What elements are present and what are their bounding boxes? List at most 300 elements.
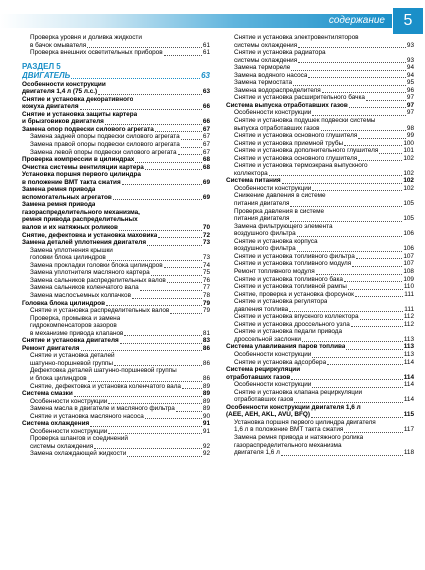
toc-entry-page: 109 xyxy=(403,275,414,283)
toc-entry xyxy=(226,404,414,412)
toc-dot-leader xyxy=(352,261,402,267)
toc-dot-leader xyxy=(311,412,403,418)
toc-dot-leader xyxy=(114,360,202,366)
toc-entry xyxy=(226,125,414,133)
toc-entry-title: валов и их натяжных роликов xyxy=(22,224,118,232)
toc-entry xyxy=(22,71,210,80)
toc-entry-title: Замена фильтрующего элемента xyxy=(234,222,333,230)
toc-entry xyxy=(226,381,414,389)
toc-dot-leader xyxy=(164,262,202,268)
toc-entry-title: Замена левой опоры подвески силового агрегата xyxy=(30,148,177,156)
toc-entry xyxy=(22,118,210,126)
toc-entry-title: системы охлаждения xyxy=(234,56,298,64)
toc-entry-title: Снятие и установка регулятора xyxy=(234,298,328,306)
toc-entry xyxy=(226,321,414,329)
toc-entry-title: выпуска отработавших газов xyxy=(234,124,320,132)
toc-entry-title: Снятие и установка масляного насоса xyxy=(30,412,144,420)
toc-entry-title: Снятие и установка термоэкрана выпускного xyxy=(234,162,368,170)
toc-dot-leader xyxy=(366,95,406,101)
toc-entry-page: 98 xyxy=(406,124,414,132)
toc-entry-title: Очистка системы вентиляции картера xyxy=(22,163,144,171)
toc-dot-leader xyxy=(135,157,202,163)
toc-entry xyxy=(226,389,414,397)
toc-entry xyxy=(22,81,210,89)
toc-dot-leader xyxy=(132,293,202,299)
toc-dot-leader xyxy=(356,253,402,259)
toc-entry-title: Снятие и установка основного глушителя xyxy=(234,132,358,140)
toc-entry-title: Особенности конструкции xyxy=(234,109,312,117)
toc-entry xyxy=(226,185,414,193)
toc-entry-title: Снятие и установка деталей xyxy=(30,352,115,360)
toc-entry-page: 86 xyxy=(202,344,210,352)
toc-entry-title: Проверка давления в системе xyxy=(234,207,325,215)
toc-entry xyxy=(22,126,210,134)
toc-dot-leader xyxy=(291,65,406,71)
toc-entry xyxy=(22,42,210,50)
toc-entry xyxy=(226,359,414,367)
toc-entry-title: давления топлива xyxy=(234,305,289,313)
toc-entry-title: в положение ВМТ такта сжатия xyxy=(22,178,121,186)
toc-dot-leader xyxy=(379,148,402,154)
toc-entry-page: 81 xyxy=(202,329,210,337)
toc-entry xyxy=(226,260,414,268)
toc-entry-page: 96 xyxy=(406,86,414,94)
toc-entry-title: Особенности конструкции xyxy=(234,381,312,389)
toc-entry xyxy=(22,133,210,141)
toc-entry xyxy=(226,328,414,336)
toc-entry xyxy=(226,449,414,457)
toc-entry-page: 92 xyxy=(202,442,210,450)
toc-entry-title: Головка блока цилиндров xyxy=(22,299,106,307)
toc-entry-page: 113 xyxy=(403,335,414,343)
toc-entry-title: Система улавливания паров топлива xyxy=(226,343,346,351)
toc-dot-leader xyxy=(181,134,202,140)
toc-entry-page: 86 xyxy=(202,374,210,382)
toc-entry-page: 91 xyxy=(202,420,210,428)
toc-entry-title: РАЗДЕЛ 5 xyxy=(22,61,61,71)
toc-entry xyxy=(226,79,414,87)
toc-entry xyxy=(22,443,210,451)
toc-entry-title: Снятие и установка распределительных валов xyxy=(30,307,170,315)
toc-entry-page: 90 xyxy=(202,412,210,420)
toc-entry xyxy=(226,313,414,321)
toc-entry-page: 67 xyxy=(202,148,210,156)
toc-entry-title: Замена правой опоры подвески силового агрегата xyxy=(30,141,180,149)
toc-dot-leader xyxy=(302,336,403,342)
toc-dot-leader xyxy=(74,391,202,397)
toc-dot-leader xyxy=(297,231,403,237)
toc-dot-leader xyxy=(124,330,201,336)
toc-entry-page: 66 xyxy=(202,118,210,126)
toc-dot-leader xyxy=(127,451,202,457)
toc-dot-leader xyxy=(151,270,202,276)
toc-entry xyxy=(22,413,210,421)
toc-entry-page: 102 xyxy=(403,169,414,177)
toc-dot-leader xyxy=(360,314,403,320)
toc-entry-title: Система питания xyxy=(226,177,281,185)
toc-dot-leader xyxy=(164,50,202,56)
toc-entry-title: Особенности конструкции xyxy=(22,80,106,88)
toc-entry xyxy=(226,374,414,382)
toc-dot-leader xyxy=(298,57,406,63)
toc-entry-page: 93 xyxy=(406,41,414,49)
toc-entry xyxy=(22,194,210,202)
toc-entry-title: Особенности конструкции xyxy=(234,350,312,358)
toc-entry-page: 83 xyxy=(202,337,210,345)
toc-entry-page: 78 xyxy=(202,291,210,299)
toc-entry xyxy=(22,111,210,119)
toc-entry xyxy=(226,117,414,125)
toc-dot-leader xyxy=(119,225,202,231)
toc-entry xyxy=(226,109,414,117)
toc-entry-page: 67 xyxy=(202,125,210,133)
toc-entry-title: Снятие и установка электровентиляторов xyxy=(234,34,359,41)
toc-entry-page: 105 xyxy=(403,200,414,208)
toc-entry-page: 97 xyxy=(406,109,414,117)
toc-entry-title: Установка поршня первого цилиндра двигателя xyxy=(234,418,376,426)
toc-entry-title: Снятие и установка расширительного бачка xyxy=(234,94,365,102)
toc-entry-page: 117 xyxy=(403,426,414,434)
toc-entry xyxy=(226,351,414,359)
toc-entry-title: Замена термореле xyxy=(234,64,291,72)
toc-entry xyxy=(22,88,210,96)
toc-entry-title: Проверка уровня и доливка жидкости xyxy=(30,34,142,41)
toc-entry xyxy=(226,155,414,163)
toc-entry xyxy=(226,87,414,95)
toc-entry xyxy=(22,405,210,413)
toc-dot-leader xyxy=(290,216,402,222)
toc-entry-page: 114 xyxy=(403,381,414,389)
toc-entry-page: 102 xyxy=(403,177,414,185)
toc-dot-leader xyxy=(327,359,403,365)
toc-dot-leader xyxy=(178,149,202,155)
toc-dot-leader xyxy=(94,443,202,449)
toc-entry-title: Замена ремня привода xyxy=(22,201,96,209)
toc-dot-leader xyxy=(182,383,202,389)
toc-entry-title: Установка поршня первого цилиндра xyxy=(22,171,141,179)
toc-dot-leader xyxy=(80,104,202,110)
toc-dot-leader xyxy=(312,352,402,358)
toc-entry-title: питания двигателя xyxy=(234,215,290,223)
toc-entry-title: Замена водораспределителя xyxy=(234,86,321,94)
toc-entry xyxy=(22,307,210,315)
toc-entry-title: Особенности конструкции двигателя 1,6 л xyxy=(226,403,361,411)
toc-dot-leader xyxy=(147,240,202,246)
toc-entry-title: Особенности конструкции xyxy=(30,397,108,405)
toc-entry-page: 108 xyxy=(403,267,414,275)
toc-dot-leader xyxy=(176,406,202,412)
toc-entry-title: Проверка, промывка и замена xyxy=(30,314,121,322)
toc-entry xyxy=(22,156,210,164)
toc-entry-title: Снятие и установка топливного фильтра xyxy=(234,252,355,260)
toc-entry xyxy=(22,269,210,277)
toc-entry-page: 73 xyxy=(202,239,210,247)
toc-dot-leader xyxy=(298,42,406,48)
toc-entry-title: Замена охлаждающей жидкости xyxy=(30,450,127,458)
toc-entry xyxy=(22,322,210,330)
toc-entry xyxy=(22,300,210,308)
toc-entry-title: (AEE, AEH, AKL, AVU, BFQ) xyxy=(226,411,311,419)
toc-entry-page: 102 xyxy=(403,154,414,162)
toc-entry xyxy=(22,345,210,353)
toc-entry-page: 114 xyxy=(403,373,414,381)
toc-entry xyxy=(22,315,210,323)
toc-entry-title: Замена уплотнения крышки xyxy=(30,246,113,254)
toc-dot-leader xyxy=(71,73,200,79)
toc-entry xyxy=(226,140,414,148)
toc-entry-page: 89 xyxy=(202,405,210,413)
toc-entry-title: Система рециркуляции xyxy=(226,366,301,374)
toc-entry xyxy=(22,337,210,345)
toc-entry xyxy=(226,442,414,450)
toc-entry-page: 107 xyxy=(403,260,414,268)
toc-entry-title: Проверка внешних осветительных приборов xyxy=(30,49,163,57)
toc-entry xyxy=(22,179,210,187)
toc-entry-page: 75 xyxy=(202,269,210,277)
toc-entry xyxy=(22,216,210,224)
toc-entry-title: Снятие и установка дроссельного узла xyxy=(234,320,350,328)
toc-entry-page: 89 xyxy=(202,390,210,398)
toc-entry-page: 101 xyxy=(403,147,414,155)
toc-dot-leader xyxy=(297,246,403,252)
toc-dot-leader xyxy=(170,308,202,314)
toc-dot-leader xyxy=(98,89,202,95)
toc-entry-title: и блока цилиндров xyxy=(30,374,87,382)
toc-entry-title: Снятие и установка педали привода xyxy=(234,328,343,336)
toc-entry xyxy=(22,383,210,391)
toc-dot-leader xyxy=(87,42,202,48)
toc-entry-page: 112 xyxy=(403,313,414,321)
toc-dot-leader xyxy=(290,201,402,207)
toc-entry xyxy=(226,162,414,170)
toc-entry-title: Проверка шлангов и соединений xyxy=(30,435,128,443)
toc-entry-title: Снятие и установка клапана рециркуляции xyxy=(234,388,363,396)
toc-entry-page: 72 xyxy=(202,231,210,239)
toc-entry-title: двигателя 1,4 л (75 л.с.) xyxy=(22,88,98,96)
toc-entry-page: 114 xyxy=(403,396,414,404)
toc-entry-title: и брызговиков двигателя xyxy=(22,118,104,126)
toc-entry-title: вспомогательных агрегатов xyxy=(22,193,112,201)
toc-entry xyxy=(226,230,414,238)
toc-dot-leader xyxy=(358,133,406,139)
toc-entry-title: Замена опор подвески силового агрегата xyxy=(22,125,154,133)
toc-entry xyxy=(226,49,414,57)
toc-dot-leader xyxy=(145,413,202,419)
toc-entry xyxy=(226,245,414,253)
toc-entry-page: 114 xyxy=(403,358,414,366)
toc-entry-title: Снятие и установка приемной трубы xyxy=(234,139,344,147)
toc-entry xyxy=(22,262,210,270)
toc-entry xyxy=(22,224,210,232)
toc-entry-title: Снятие, дефектовка и установка коленчатого вала xyxy=(30,382,181,390)
toc-dot-leader xyxy=(145,164,202,170)
toc-entry xyxy=(226,366,414,374)
toc-entry xyxy=(22,141,210,149)
toc-entry-page: 95 xyxy=(406,79,414,87)
toc-entry xyxy=(22,247,210,255)
toc-dot-leader xyxy=(167,277,202,283)
toc-dot-leader xyxy=(355,291,403,297)
toc-dot-leader xyxy=(269,170,403,176)
toc-entry xyxy=(226,396,414,404)
toc-entry-title: Ремонт двигателя xyxy=(22,344,80,352)
toc-entry-page: 86 xyxy=(202,359,210,367)
toc-entry-page: 118 xyxy=(403,449,414,457)
toc-entry-page: 111 xyxy=(404,305,414,313)
toc-entry-page: 70 xyxy=(202,224,210,232)
toc-entry-title: ремня привода распределительных xyxy=(22,216,138,224)
toc-dot-leader xyxy=(105,119,202,125)
toc-dot-leader xyxy=(108,398,202,404)
toc-entry-page: 107 xyxy=(403,252,414,260)
toc-dot-leader xyxy=(294,397,402,403)
toc-entry-page: 105 xyxy=(403,215,414,223)
toc-entry-title: Снятие и установка адсорбера xyxy=(234,358,327,366)
toc-entry xyxy=(22,375,210,383)
toc-entry xyxy=(226,238,414,246)
toc-entry xyxy=(226,434,414,442)
toc-entry xyxy=(226,208,414,216)
toc-dot-leader xyxy=(107,255,202,261)
toc-entry xyxy=(22,62,210,71)
toc-entry-page: 106 xyxy=(403,230,414,238)
toc-entry xyxy=(226,42,414,50)
toc-entry xyxy=(22,239,210,247)
toc-dot-leader xyxy=(88,376,202,382)
toc-entry xyxy=(22,34,210,42)
toc-dot-leader xyxy=(181,142,202,148)
toc-entry xyxy=(22,49,210,57)
toc-entry-title: в механизме привода клапанов xyxy=(30,329,124,337)
toc-dot-leader xyxy=(281,450,403,456)
toc-dot-leader xyxy=(289,306,403,312)
toc-entry-title: Снятие и установка топливного модуля xyxy=(234,260,352,268)
toc-entry-title: Снятие и установка декоративного xyxy=(22,95,134,103)
toc-entry-title: отработавших газов xyxy=(226,373,291,381)
toc-entry xyxy=(226,200,414,208)
toc-dot-leader xyxy=(308,72,405,78)
toc-entry-title: Замена водяного насоса xyxy=(234,71,308,79)
toc-entry xyxy=(22,103,210,111)
toc-entry-page: 113 xyxy=(403,350,414,358)
toc-entry xyxy=(226,306,414,314)
toc-left-column xyxy=(22,34,210,458)
toc-entry-page: 91 xyxy=(202,427,210,435)
toc-entry-title: Замена масла в двигателе и масляного фильтра xyxy=(30,405,175,413)
toc-entry-page: 100 xyxy=(403,139,414,147)
toc-entry xyxy=(226,170,414,178)
toc-entry-title: Снятие и установка топливной рампы xyxy=(234,283,347,291)
toc-entry xyxy=(226,147,414,155)
page-number: 5 xyxy=(393,8,423,34)
toc-entry xyxy=(22,171,210,179)
toc-entry xyxy=(226,336,414,344)
toc-entry xyxy=(226,276,414,284)
toc-entry xyxy=(22,428,210,436)
toc-entry-title: Замена сальников распределительных валов xyxy=(30,276,166,284)
toc-entry xyxy=(22,277,210,285)
toc-dot-leader xyxy=(346,344,402,350)
toc-entry-page: 77 xyxy=(202,284,210,292)
toc-entry xyxy=(226,57,414,65)
toc-entry-title: газораспределительного механизма, xyxy=(22,208,140,216)
toc-entry-page: 69 xyxy=(202,178,210,186)
toc-entry xyxy=(22,450,210,458)
toc-entry-page: 68 xyxy=(202,156,210,164)
toc-entry-title: Замена термостата xyxy=(234,79,293,87)
toc-entry-title: питания двигателя xyxy=(234,200,290,208)
toc-entry xyxy=(226,94,414,102)
toc-entry xyxy=(226,253,414,261)
toc-entry xyxy=(22,96,210,104)
toc-entry-page: 89 xyxy=(202,382,210,390)
toc-entry xyxy=(226,426,414,434)
toc-entry-title: Замена деталей уплотнения двигателя xyxy=(22,239,147,247)
toc-entry-page: 94 xyxy=(406,64,414,72)
toc-entry-title: Проверка компрессии в цилиндрах xyxy=(22,156,135,164)
toc-entry-title: системы охлаждения xyxy=(234,41,298,49)
toc-entry-page: 94 xyxy=(406,71,414,79)
toc-entry-title: Снятие и установка топливного бака xyxy=(234,275,343,283)
toc-entry-title: Особенности конструкции xyxy=(30,427,108,435)
toc-entry-page: 106 xyxy=(403,245,414,253)
toc-entry-title: Замена прокладки головки блока цилиндров xyxy=(30,261,163,269)
toc-entry-title: Снятие и установка двигателя xyxy=(22,337,119,345)
toc-entry-title: газораспределительного механизма xyxy=(234,441,342,449)
toc-dot-leader xyxy=(155,126,202,132)
toc-entry xyxy=(22,292,210,300)
toc-entry-page: 67 xyxy=(202,133,210,141)
toc-entry-title: шатунно-поршневой группы xyxy=(30,359,113,367)
toc-entry-title: в бачок омывателя xyxy=(30,41,87,49)
toc-entry-page: 89 xyxy=(202,397,210,405)
toc-entry xyxy=(22,164,210,172)
toc-dot-leader xyxy=(316,269,403,275)
toc-dot-leader xyxy=(293,80,406,86)
toc-entry xyxy=(226,102,414,110)
toc-entry-page: 102 xyxy=(403,184,414,192)
toc-entry xyxy=(226,177,414,185)
toc-dot-leader xyxy=(106,300,202,306)
toc-entry xyxy=(22,232,210,240)
toc-entry-title: воздушного фильтра xyxy=(234,230,296,238)
toc-dot-leader xyxy=(140,285,202,291)
toc-entry-page: 92 xyxy=(202,450,210,458)
toc-entry xyxy=(22,390,210,398)
toc-entry-title: Система выпуска отработавших газов xyxy=(226,101,348,109)
toc-entry-title: Замена сальников коленчатого вала xyxy=(30,284,139,292)
toc-entry xyxy=(226,343,414,351)
toc-entry xyxy=(226,132,414,140)
toc-entry xyxy=(226,223,414,231)
toc-entry-page: 63 xyxy=(201,70,210,80)
toc-dot-leader xyxy=(291,374,402,380)
toc-entry-title: отработавших газов xyxy=(234,396,294,404)
toc-entry-page: 68 xyxy=(202,163,210,171)
toc-entry xyxy=(22,360,210,368)
toc-entry xyxy=(226,283,414,291)
toc-entry-title: воздушного фильтра xyxy=(234,245,296,253)
toc-dot-leader xyxy=(321,125,406,131)
toc-entry-title: Снижение давления в системе xyxy=(234,192,326,200)
toc-entry-page: 76 xyxy=(202,276,210,284)
toc-dot-leader xyxy=(344,276,402,282)
toc-entry-title: Замена маслосъемных колпачков xyxy=(30,291,131,299)
toc-entry-page: 111 xyxy=(404,290,414,298)
toc-entry xyxy=(22,284,210,292)
toc-dot-leader xyxy=(349,102,406,108)
toc-entry-title: Снятие и установка защиты картера xyxy=(22,110,138,118)
